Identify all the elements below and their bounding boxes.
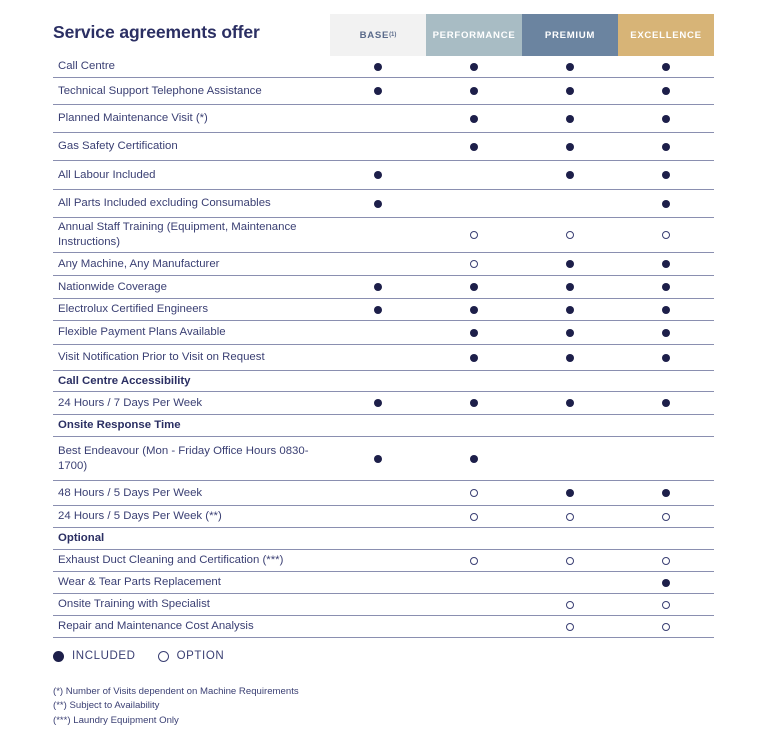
empty-marker — [374, 354, 382, 362]
section-header-row — [53, 371, 714, 392]
row-cells — [330, 550, 714, 571]
cell-excellence — [618, 513, 714, 521]
cell-base — [330, 200, 426, 208]
feature-label: Wear & Tear Parts Replacement — [58, 576, 221, 589]
cell-excellence — [618, 231, 714, 239]
option-marker-icon — [662, 623, 670, 631]
row-cells — [330, 415, 714, 436]
table-row — [53, 56, 714, 78]
cell-performance — [426, 535, 522, 543]
section-header-label: Call Centre Accessibility — [58, 374, 191, 387]
footnote: (**) Subject to Availability — [53, 700, 160, 712]
cell-base — [330, 329, 426, 337]
option-marker-icon — [470, 513, 478, 521]
empty-marker — [566, 455, 574, 463]
included-marker-icon — [566, 63, 574, 71]
empty-marker — [374, 377, 382, 385]
included-marker-icon — [566, 171, 574, 179]
cell-base — [330, 422, 426, 430]
cell-premium — [522, 231, 618, 239]
cell-excellence — [618, 399, 714, 407]
column-header-label: PREMIUM — [544, 29, 596, 41]
cell-premium — [522, 63, 618, 71]
cell-excellence — [618, 377, 714, 385]
feature-label: Call Centre — [58, 60, 115, 73]
table-row — [53, 321, 714, 345]
column-header-base[interactable] — [330, 14, 426, 56]
empty-marker — [470, 535, 478, 543]
cell-base — [330, 231, 426, 239]
empty-marker — [566, 422, 574, 430]
empty-marker — [374, 143, 382, 151]
included-marker-icon — [662, 354, 670, 362]
cell-premium — [522, 200, 618, 208]
option-marker-icon — [662, 601, 670, 609]
empty-marker — [662, 455, 670, 463]
row-cells — [330, 481, 714, 505]
included-marker-icon — [566, 283, 574, 291]
cell-base — [330, 535, 426, 543]
empty-marker — [566, 579, 574, 587]
cell-excellence — [618, 455, 714, 463]
empty-marker — [470, 377, 478, 385]
empty-marker — [470, 422, 478, 430]
column-header-superscript: (1) — [389, 32, 397, 38]
cell-base — [330, 579, 426, 587]
cell-premium — [522, 489, 618, 497]
cell-premium — [522, 329, 618, 337]
option-marker-icon — [470, 260, 478, 268]
empty-marker — [470, 200, 478, 208]
table-row — [53, 218, 714, 253]
cell-premium — [522, 399, 618, 407]
table-row — [53, 345, 714, 371]
included-marker-icon — [470, 143, 478, 151]
cell-performance — [426, 306, 522, 314]
cell-premium — [522, 115, 618, 123]
cell-base — [330, 354, 426, 362]
column-header-label: PERFORMANCE — [432, 29, 516, 41]
cell-premium — [522, 377, 618, 385]
included-marker-icon — [374, 283, 382, 291]
row-cells — [330, 528, 714, 549]
cell-premium — [522, 143, 618, 151]
section-header-label: Onsite Response Time — [58, 419, 181, 432]
feature-label: 48 Hours / 5 Days Per Week — [58, 486, 203, 499]
cell-performance — [426, 422, 522, 430]
cell-excellence — [618, 87, 714, 95]
empty-marker — [374, 115, 382, 123]
table-row — [53, 572, 714, 594]
row-cells — [330, 572, 714, 593]
empty-marker — [470, 579, 478, 587]
included-marker-icon — [374, 455, 382, 463]
row-cells — [330, 616, 714, 637]
cell-base — [330, 306, 426, 314]
cell-base — [330, 623, 426, 631]
cell-excellence — [618, 601, 714, 609]
cell-premium — [522, 87, 618, 95]
cell-performance — [426, 455, 522, 463]
cell-performance — [426, 354, 522, 362]
cell-excellence — [618, 171, 714, 179]
cell-premium — [522, 557, 618, 565]
row-cells — [330, 161, 714, 189]
included-marker-icon — [470, 329, 478, 337]
cell-excellence — [618, 329, 714, 337]
included-marker-icon — [470, 354, 478, 362]
cell-performance — [426, 399, 522, 407]
empty-marker — [374, 422, 382, 430]
cell-excellence — [618, 354, 714, 362]
cell-excellence — [618, 623, 714, 631]
included-marker-icon — [662, 200, 670, 208]
cell-base — [330, 377, 426, 385]
empty-marker — [566, 200, 574, 208]
cell-excellence — [618, 115, 714, 123]
cell-excellence — [618, 260, 714, 268]
feature-label: Electrolux Certified Engineers — [58, 303, 209, 316]
empty-marker — [470, 623, 478, 631]
table-row — [53, 506, 714, 528]
option-marker-icon — [566, 557, 574, 565]
column-header-performance[interactable] — [426, 14, 522, 56]
cell-excellence — [618, 200, 714, 208]
included-marker-icon — [662, 260, 670, 268]
column-header-excellence[interactable] — [618, 14, 714, 56]
table-row — [53, 253, 714, 276]
column-header-label: BASE — [359, 29, 390, 41]
included-marker-icon — [374, 399, 382, 407]
table-row — [53, 190, 714, 218]
cell-excellence — [618, 63, 714, 71]
row-cells — [330, 276, 714, 298]
cell-excellence — [618, 143, 714, 151]
feature-label: 24 Hours / 7 Days Per Week — [58, 396, 203, 409]
row-cells — [330, 594, 714, 615]
row-cells — [330, 218, 714, 252]
included-marker-icon — [566, 260, 574, 268]
option-marker-icon — [470, 231, 478, 239]
included-marker-icon — [662, 399, 670, 407]
option-marker-icon — [566, 231, 574, 239]
row-cells — [330, 133, 714, 160]
cell-premium — [522, 623, 618, 631]
included-marker-icon — [566, 329, 574, 337]
feature-label: 24 Hours / 5 Days Per Week (**) — [58, 510, 222, 523]
section-header-row — [53, 415, 714, 437]
service-comparison-table — [53, 56, 714, 638]
option-marker-icon — [662, 513, 670, 521]
empty-marker — [374, 260, 382, 268]
column-header-premium[interactable] — [522, 14, 618, 56]
included-marker-icon — [566, 399, 574, 407]
cell-premium — [522, 422, 618, 430]
cell-base — [330, 283, 426, 291]
cell-performance — [426, 115, 522, 123]
cell-premium — [522, 535, 618, 543]
table-row — [53, 105, 714, 133]
table-row — [53, 276, 714, 299]
empty-marker — [470, 601, 478, 609]
feature-label: Annual Staff Training (Equipment, Maintenance Instructions) — [58, 221, 297, 248]
row-cells — [330, 299, 714, 320]
cell-performance — [426, 623, 522, 631]
empty-marker — [374, 601, 382, 609]
legend-label: INCLUDED — [72, 650, 136, 662]
table-row — [53, 550, 714, 572]
table-row — [53, 594, 714, 616]
option-marker-icon — [662, 231, 670, 239]
feature-label: Technical Support Telephone Assistance — [58, 84, 262, 97]
row-cells — [330, 56, 714, 77]
column-header-label: EXCELLENCE — [630, 29, 702, 41]
cell-excellence — [618, 283, 714, 291]
cell-premium — [522, 171, 618, 179]
legend — [53, 650, 246, 662]
row-cells — [330, 371, 714, 391]
included-marker-icon — [662, 283, 670, 291]
footnotes — [53, 685, 299, 728]
feature-label: Best Endeavour (Mon - Friday Office Hours 0830-1700) — [58, 444, 309, 472]
cell-base — [330, 455, 426, 463]
row-cells — [330, 105, 714, 132]
included-marker-icon — [662, 171, 670, 179]
included-marker-icon — [566, 143, 574, 151]
cell-performance — [426, 489, 522, 497]
included-marker-icon — [662, 115, 670, 123]
cell-premium — [522, 306, 618, 314]
feature-label: Onsite Training with Specialist — [58, 598, 210, 611]
included-marker-icon — [374, 200, 382, 208]
empty-marker — [374, 557, 382, 565]
cell-base — [330, 87, 426, 95]
feature-label: Repair and Maintenance Cost Analysis — [58, 620, 254, 633]
included-marker-icon — [662, 579, 670, 587]
cell-performance — [426, 200, 522, 208]
cell-performance — [426, 171, 522, 179]
included-marker-icon — [374, 306, 382, 314]
option-marker-icon — [470, 557, 478, 565]
table-row — [53, 616, 714, 638]
cell-performance — [426, 87, 522, 95]
included-marker-icon — [662, 329, 670, 337]
footnote: (*) Number of Visits dependent on Machine Requirements — [53, 686, 299, 697]
row-cells — [330, 392, 714, 414]
legend-item-included — [53, 650, 136, 662]
option-marker-icon — [662, 557, 670, 565]
cell-excellence — [618, 306, 714, 314]
cell-excellence — [618, 557, 714, 565]
table-row — [53, 481, 714, 506]
option-marker-icon — [566, 513, 574, 521]
cell-performance — [426, 557, 522, 565]
cell-premium — [522, 260, 618, 268]
included-marker-icon — [470, 87, 478, 95]
included-marker-icon — [662, 489, 670, 497]
included-marker-icon — [662, 63, 670, 71]
cell-base — [330, 63, 426, 71]
included-marker-icon — [470, 115, 478, 123]
included-marker-icon — [662, 143, 670, 151]
empty-marker — [374, 535, 382, 543]
cell-premium — [522, 455, 618, 463]
empty-marker — [662, 377, 670, 385]
row-cells — [330, 78, 714, 104]
cell-excellence — [618, 489, 714, 497]
included-marker-icon — [566, 87, 574, 95]
included-marker-icon — [470, 399, 478, 407]
feature-label: Exhaust Duct Cleaning and Certification (***) — [58, 554, 284, 567]
empty-marker — [374, 513, 382, 521]
column-headers — [330, 14, 714, 56]
cell-base — [330, 260, 426, 268]
empty-marker — [662, 422, 670, 430]
cell-performance — [426, 283, 522, 291]
empty-marker — [566, 377, 574, 385]
empty-marker — [374, 579, 382, 587]
page-title: Service agreements offer — [53, 22, 260, 42]
feature-label: All Labour Included — [58, 168, 156, 181]
row-cells — [330, 253, 714, 275]
cell-performance — [426, 579, 522, 587]
table-row — [53, 161, 714, 190]
included-marker-icon — [374, 87, 382, 95]
included-marker-icon — [470, 283, 478, 291]
feature-label: Visit Notification Prior to Visit on Request — [58, 351, 265, 364]
row-cells — [330, 506, 714, 527]
included-marker-icon — [470, 455, 478, 463]
empty-marker — [470, 171, 478, 179]
cell-base — [330, 115, 426, 123]
section-header-row — [53, 528, 714, 550]
empty-marker — [374, 489, 382, 497]
option-marker-icon — [566, 623, 574, 631]
empty-marker — [374, 329, 382, 337]
included-marker-icon — [566, 115, 574, 123]
option-marker-icon — [566, 601, 574, 609]
cell-performance — [426, 260, 522, 268]
empty-marker — [566, 535, 574, 543]
cell-premium — [522, 354, 618, 362]
cell-premium — [522, 601, 618, 609]
row-cells — [330, 190, 714, 217]
cell-base — [330, 143, 426, 151]
row-cells — [330, 437, 714, 480]
table-row — [53, 78, 714, 105]
cell-premium — [522, 513, 618, 521]
included-marker-icon — [662, 87, 670, 95]
empty-marker — [662, 535, 670, 543]
option-marker-icon — [158, 651, 169, 662]
section-header-label: Optional — [58, 532, 105, 545]
cell-premium — [522, 283, 618, 291]
cell-performance — [426, 377, 522, 385]
cell-base — [330, 557, 426, 565]
included-marker-icon — [566, 306, 574, 314]
cell-base — [330, 399, 426, 407]
empty-marker — [374, 231, 382, 239]
cell-excellence — [618, 535, 714, 543]
table-row — [53, 133, 714, 161]
row-cells — [330, 345, 714, 370]
included-marker-icon — [470, 63, 478, 71]
feature-label: Planned Maintenance Visit (*) — [58, 112, 208, 125]
feature-label: Any Machine, Any Manufacturer — [58, 257, 220, 270]
included-marker-icon — [566, 354, 574, 362]
row-cells — [330, 321, 714, 344]
cell-performance — [426, 231, 522, 239]
table-row — [53, 299, 714, 321]
feature-label: Flexible Payment Plans Available — [58, 326, 226, 339]
cell-excellence — [618, 579, 714, 587]
table-row — [53, 392, 714, 415]
cell-performance — [426, 513, 522, 521]
included-marker-icon — [662, 306, 670, 314]
empty-marker — [374, 623, 382, 631]
cell-performance — [426, 601, 522, 609]
option-marker-icon — [470, 489, 478, 497]
cell-base — [330, 513, 426, 521]
included-marker-icon — [566, 489, 574, 497]
cell-base — [330, 489, 426, 497]
cell-excellence — [618, 422, 714, 430]
table-header — [53, 14, 714, 56]
included-marker-icon — [374, 171, 382, 179]
legend-item-option — [158, 650, 225, 662]
cell-performance — [426, 143, 522, 151]
feature-label: Gas Safety Certification — [58, 140, 178, 153]
cell-performance — [426, 329, 522, 337]
cell-premium — [522, 579, 618, 587]
table-row — [53, 437, 714, 481]
footnote: (***) Laundry Equipment Only — [53, 714, 179, 726]
cell-performance — [426, 63, 522, 71]
cell-base — [330, 601, 426, 609]
included-marker-icon — [53, 651, 64, 662]
cell-base — [330, 171, 426, 179]
feature-label: All Parts Included excluding Consumables — [58, 197, 271, 210]
legend-label: OPTION — [176, 650, 225, 662]
included-marker-icon — [374, 63, 382, 71]
feature-label: Nationwide Coverage — [58, 280, 167, 293]
included-marker-icon — [470, 306, 478, 314]
